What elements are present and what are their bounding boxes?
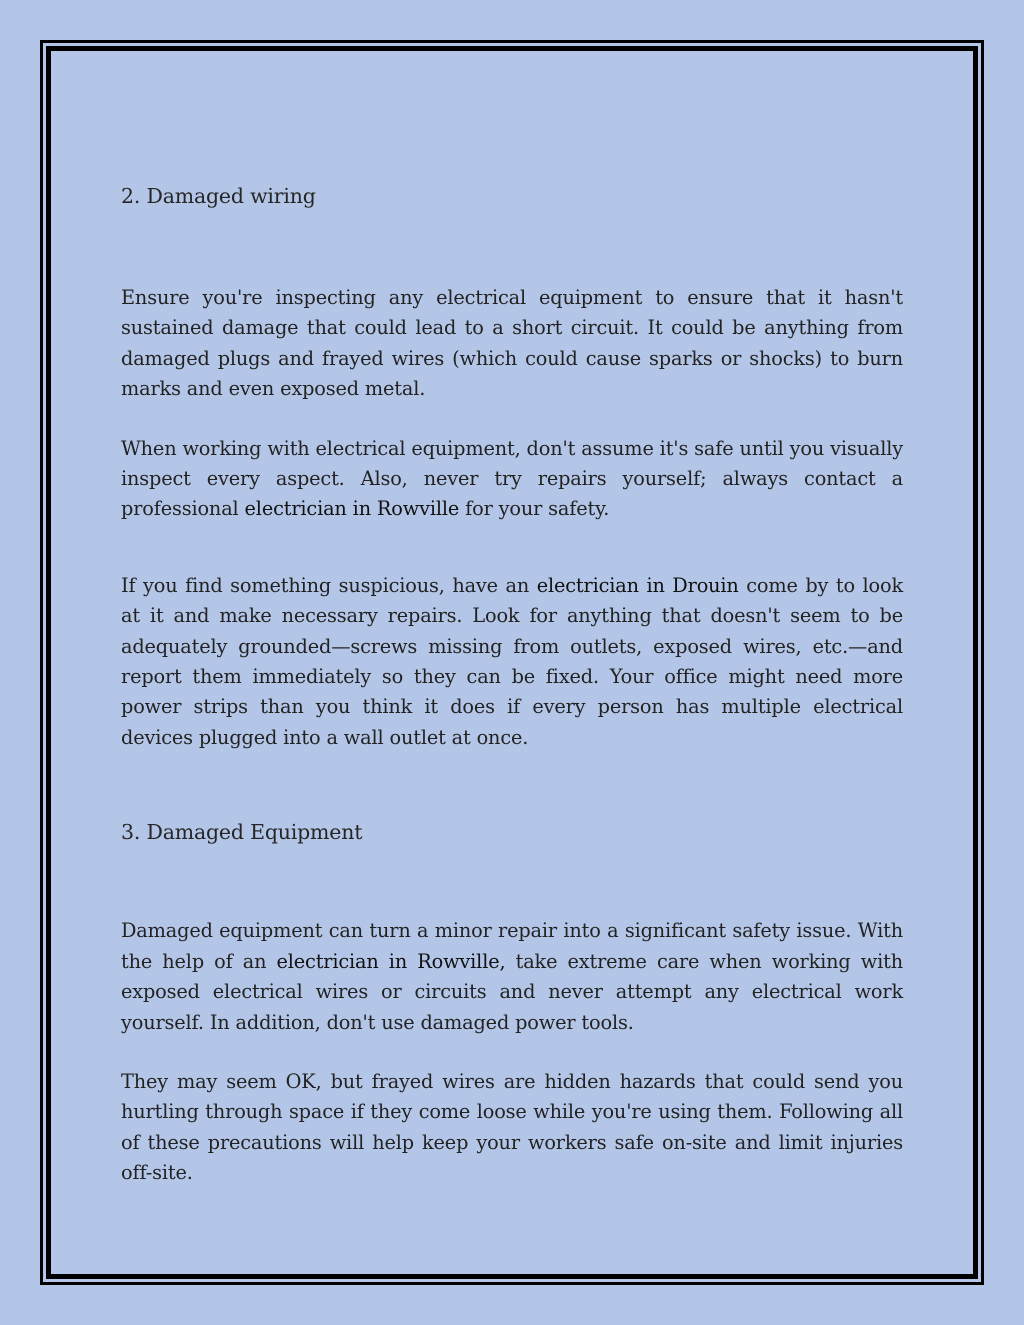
paragraph-inspecting-equipment: Ensure you're inspecting any electrical equipment to ensure that it hasn't sustained damage that could lead to a short circuit. It could be anything from damaged plugs and frayed wires (which could cause sparks or shocks) to burn marks and even exposed metal.: [121, 286, 903, 401]
paragraph-suspicious-findings: [121, 571, 903, 753]
paragraph-text: come by to look at it and make necessary repairs. Look for anything that doesn't seem to be adequately grounded—screws missing from outlets, exposed wires, etc.—and report them immediately so they can be fixed. Your office might need more power strips than you think it does if every person has multiple electrical devices plugged into a wall outlet at once.: [121, 573, 903, 749]
paragraph-frayed-wires: They may seem OK, but frayed wires are hidden hazards that could send you hurtling through space if they come loose while you're using them. Following all of these precautions will help keep your workers safe on-site and limit injuries off-site.: [121, 1069, 903, 1185]
heading-damaged-wiring: 2. Damaged wiring: [121, 184, 316, 208]
paragraph-working-with-equipment: [121, 434, 903, 525]
paragraph-text: take extreme care when working with exposed electrical wires or circuits and never attempt any electrical work yourself. In addition, don't use damaged power tools.: [121, 949, 903, 1034]
link-electrician-rowville-2[interactable]: electrician in Rowville,: [276, 949, 506, 973]
paragraph-text: for your safety.: [459, 497, 610, 521]
paragraph-text: Damaged equipment can turn a minor repair into a significant safety issue. With the help of an: [121, 919, 903, 973]
heading-damaged-equipment: 3. Damaged Equipment: [121, 820, 363, 845]
paragraph-text: When working with electrical equipment, don't assume it's safe until you visually inspect every aspect. Also, never try repairs yourself; always contact a professional: [121, 436, 903, 521]
link-electrician-drouin[interactable]: electrician in Drouin: [536, 573, 739, 597]
link-electrician-rowville[interactable]: electrician in Rowville: [244, 497, 460, 521]
document-body: [121, 176, 903, 1189]
paragraph-text: If you find something suspicious, have an: [121, 573, 537, 597]
paragraph-damaged-equipment: [121, 916, 903, 1038]
